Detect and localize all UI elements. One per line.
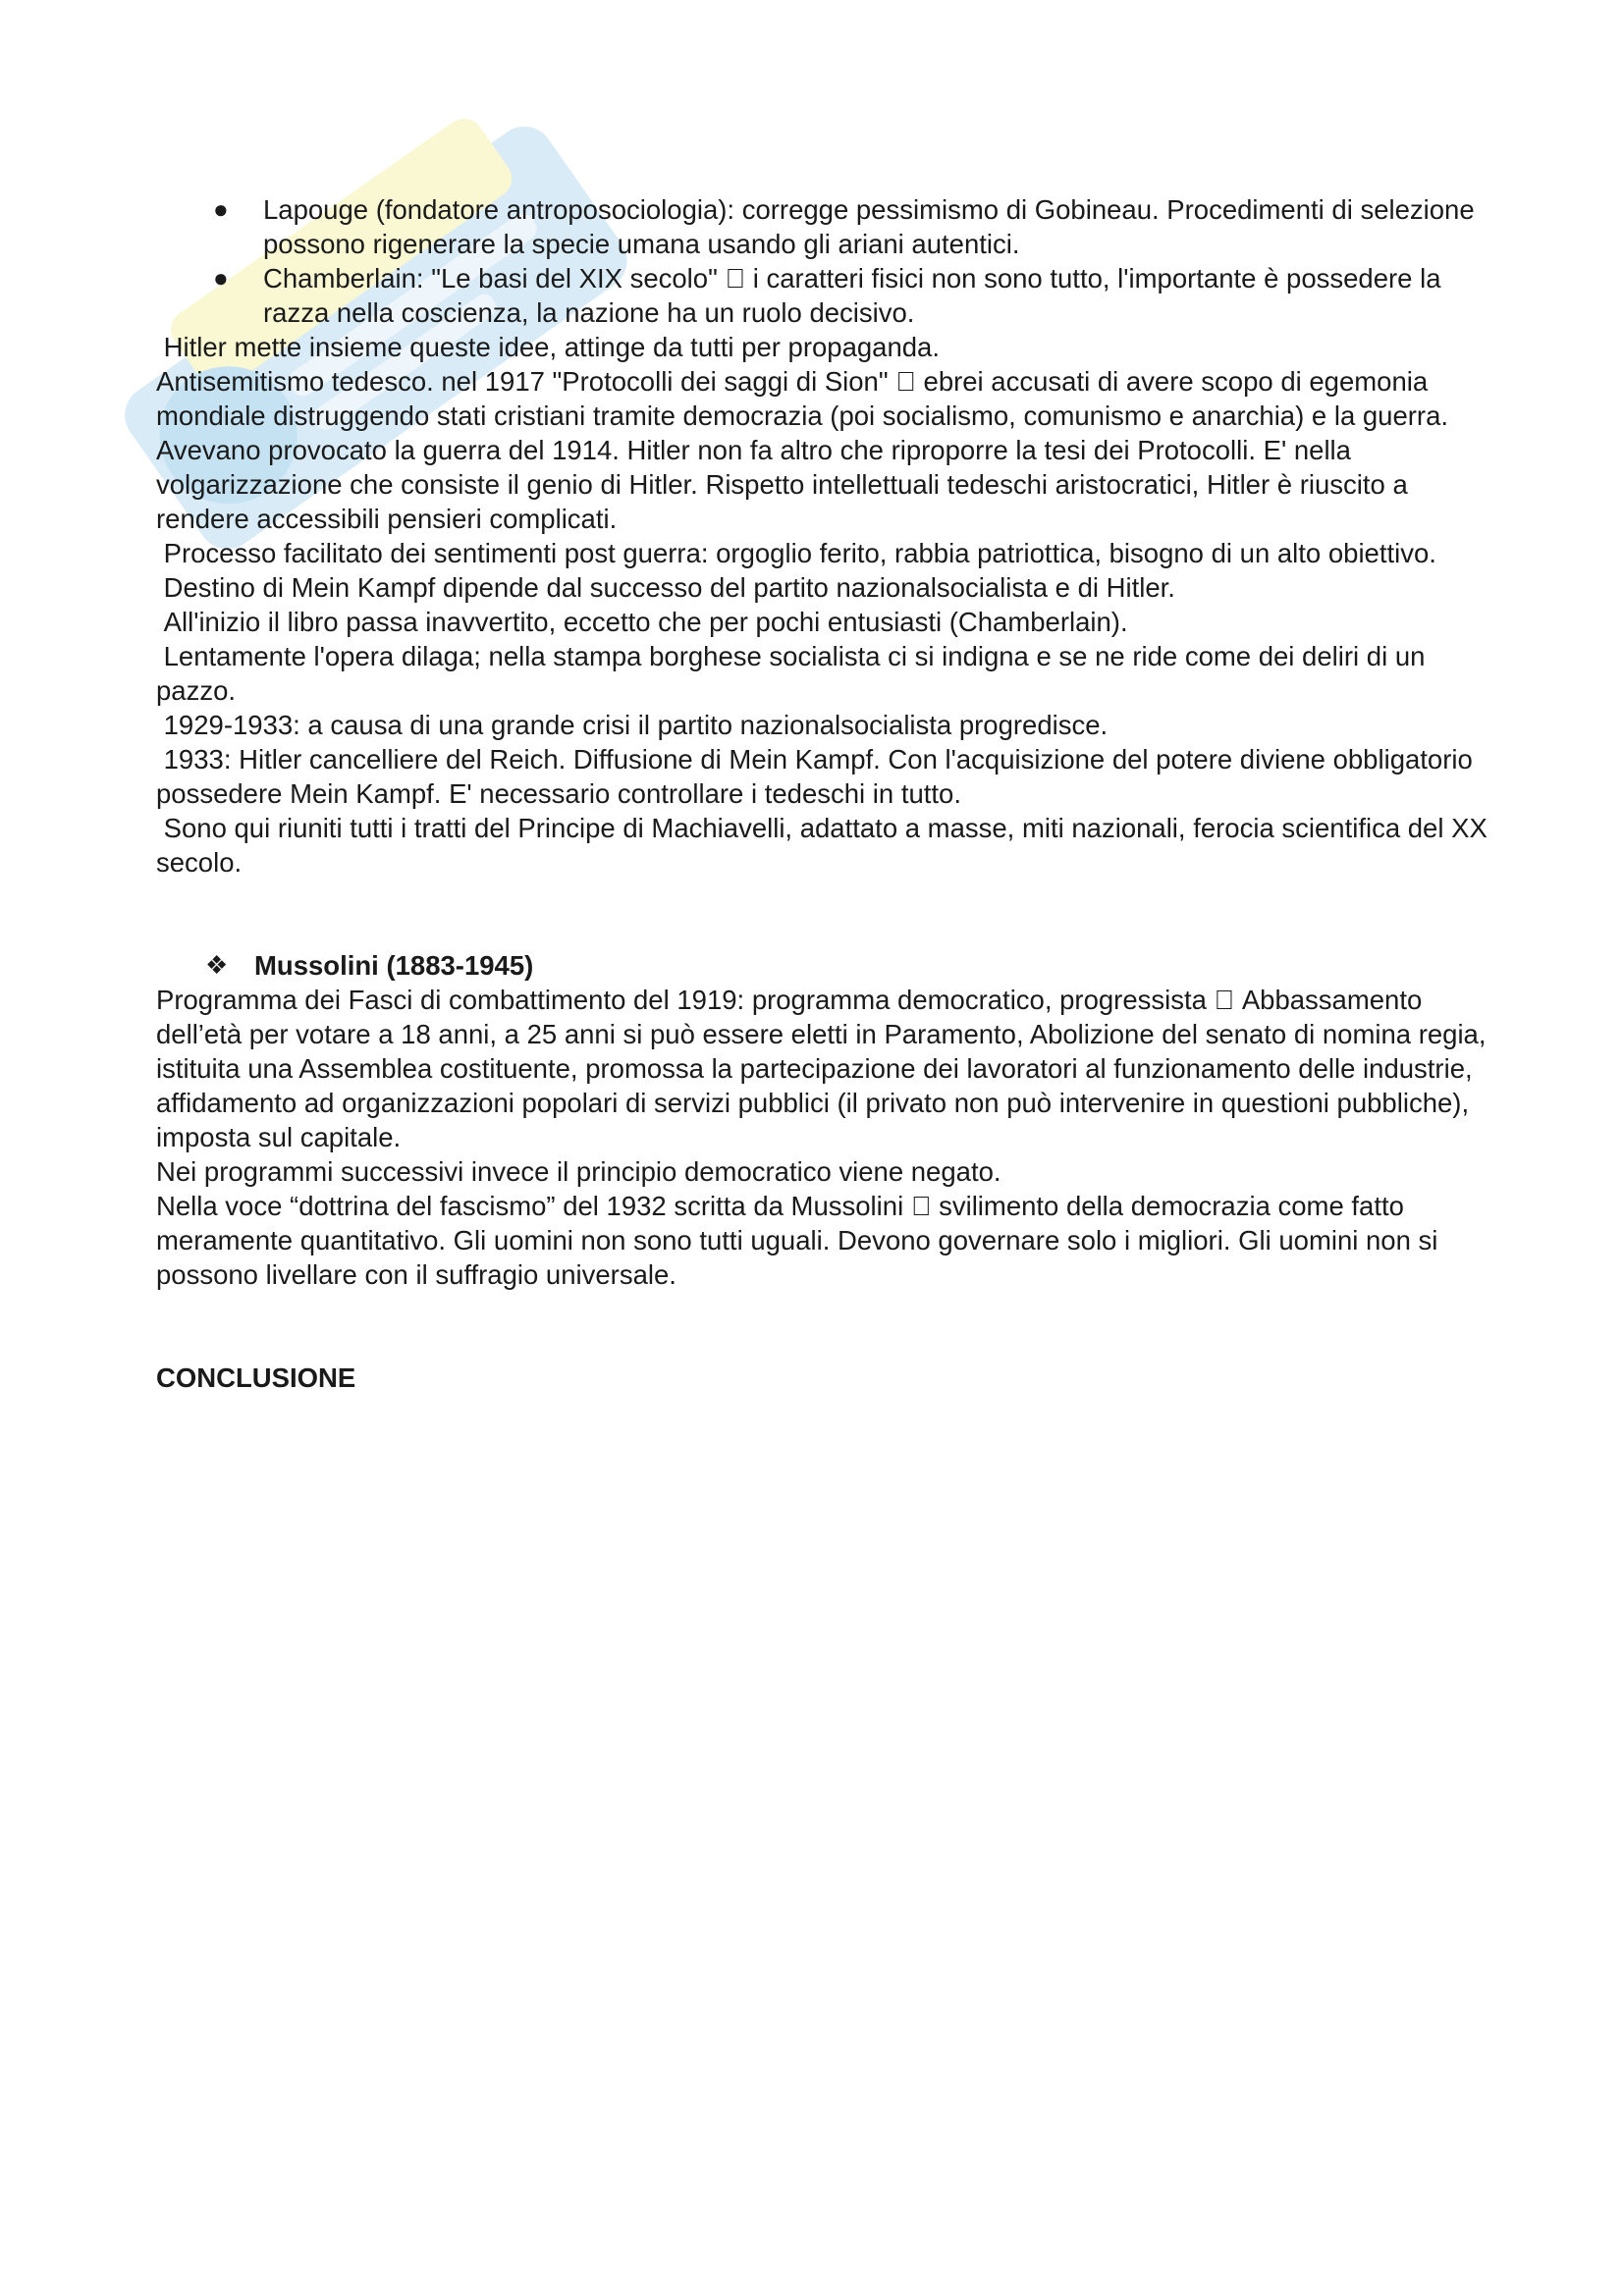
section-heading-mussolini: [156, 948, 1491, 983]
paragraph: Destino di Mein Kampf dipende dal successo del partito nazionalsocialista e di Hitler.: [156, 572, 1175, 603]
paragraph: Nei programmi successivi invece il principio democratico viene negato.: [156, 1156, 1001, 1187]
paragraph: Programma dei Fasci di combattimento del 1919: programma democratico, progressista Abbassamento dell’età per votare a 18 anni, a 25 anni si può essere eletti in Paramento, Abolizione del senato di nomina regia, istituita una Assemblea costituente, promossa la partecipazione dei lavoratori al funzionamento delle industrie, affidamento ad organizzazioni popolari di servizi pubblici (il privato non può intervenire in questioni pubbliche), imposta sul capitale.: [156, 985, 1494, 1152]
paragraph: Lentamente l'opera dilaga; nella stampa borghese socialista ci si indigna e se ne ride come dei deliri di un pazzo.: [156, 641, 1434, 706]
paragraph: Hitler mette insieme queste idee, attinge da tutti per propaganda.: [156, 332, 940, 362]
bullet-dot-icon: ●: [213, 194, 229, 224]
section-heading-text: Mussolini (1883-1945): [254, 950, 534, 981]
paragraph: 1933: Hitler cancelliere del Reich. Diffusione di Mein Kampf. Con l'acquisizione del potere diviene obbligatorio possedere Mein Kampf. E' necessario controllare i tedeschi in tutto.: [156, 744, 1481, 809]
paragraph: Sono qui riuniti tutti i tratti del Principe di Machiavelli, adattato a masse, miti nazionali, ferocia scientifica del XX secolo.: [156, 813, 1495, 878]
list-item: [156, 192, 1491, 261]
list-item-text: Chamberlain: "Le basi del XIX secolo" i caratteri fisici non sono tutto, l'importante è possedere la razza nella coscienza, la nazione ha un ruolo decisivo.: [263, 263, 1488, 328]
conclusion-heading: CONCLUSIONE: [156, 1362, 356, 1393]
diamond-bullet-icon: ❖: [205, 950, 229, 980]
list-item-text: Lapouge (fondatore antroposociologia): corregge pessimismo di Gobineau. Procedimenti di selezione possono rigenerare la specie umana usando gli ariani autentici.: [263, 194, 1475, 259]
list-item: [156, 261, 1491, 330]
bullet-dot-icon: ●: [213, 263, 229, 293]
paragraph: 1929-1933: a causa di una grande crisi il partito nazionalsocialista progredisce.: [156, 710, 1109, 740]
paragraph: Nella voce “dottrina del fascismo” del 1932 scritta da Mussolini svilimento della democrazia come fatto meramente quantitativo. Gli uomini non sono tutti uguali. Devono governare solo i migliori. Gli uomini non si possono livellare con il suffragio universale.: [156, 1191, 1446, 1290]
paragraph: Antisemitismo tedesco. nel 1917 "Protocolli dei saggi di Sion" ebrei accusati di avere scopo di egemonia mondiale distruggendo stati cristiani tramite democrazia (poi socialismo, comunismo e anarchia) e la guerra. Avevano provocato la guerra del 1914. Hitler non fa altro che riproporre la tesi dei Protocolli. E' nella volgarizzazione che consiste il genio di Hitler. Rispetto intellettuali tedeschi aristocratici, Hitler è riuscito a rendere accessibili pensieri complicati.: [156, 366, 1455, 534]
document-body: [156, 192, 1495, 1395]
paragraph: All'inizio il libro passa inavvertito, eccetto che per pochi entusiasti (Chamberlain).: [156, 607, 1128, 637]
spacer: [156, 1292, 1491, 1361]
bullet-list: [156, 192, 1491, 330]
paragraph: Processo facilitato dei sentimenti post guerra: orgoglio ferito, rabbia patriottica, bisogno di un alto obiettivo.: [156, 538, 1436, 568]
spacer: [156, 880, 1491, 948]
